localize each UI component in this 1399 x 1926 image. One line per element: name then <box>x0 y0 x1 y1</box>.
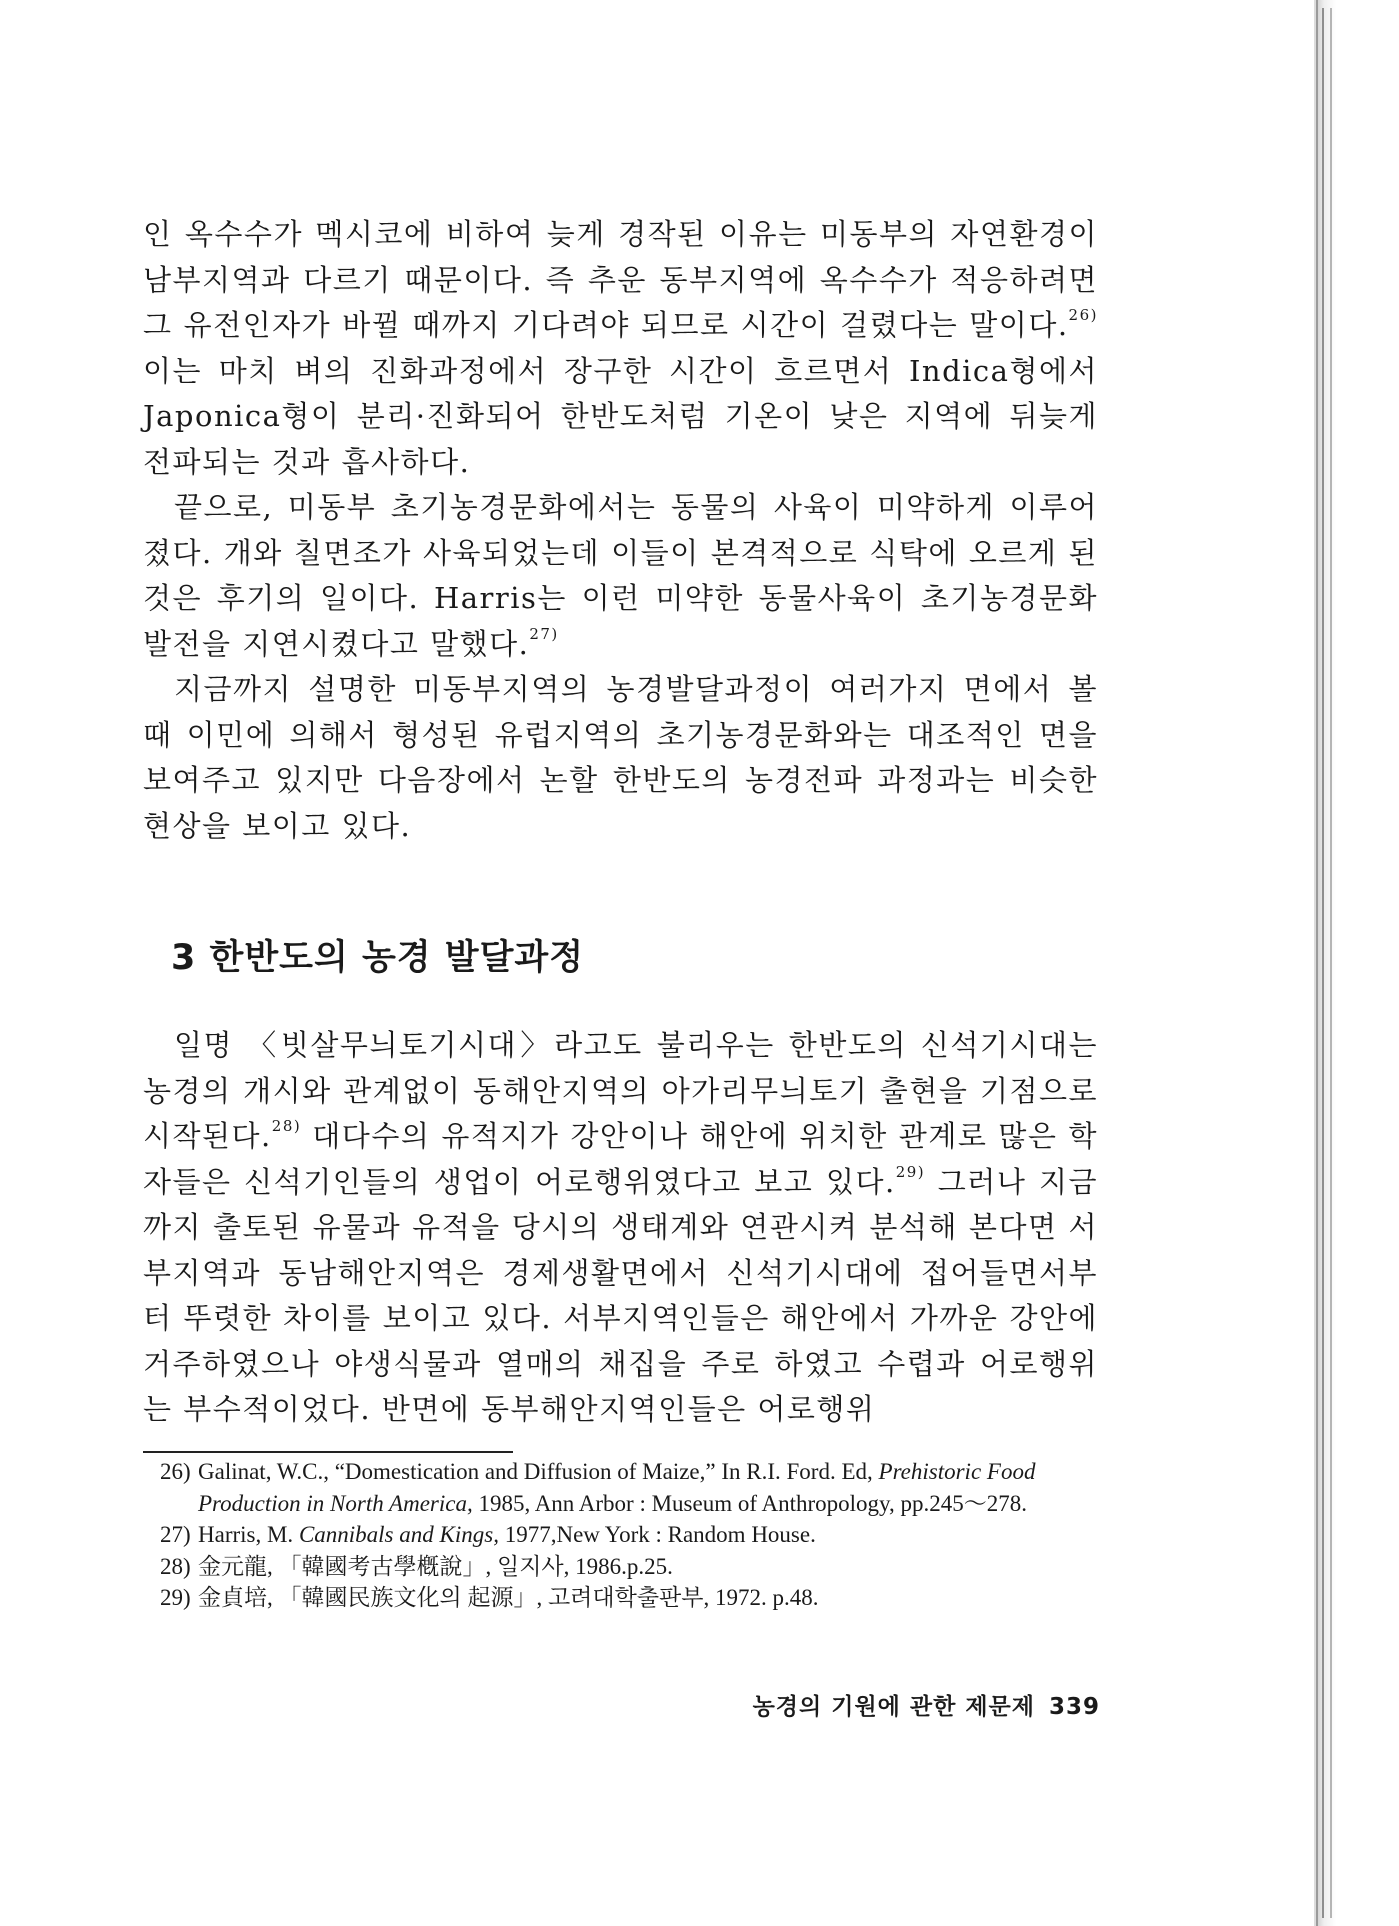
text-run: 1977,New York : Random House. <box>498 1522 816 1547</box>
body-text-top <box>143 212 1098 849</box>
footnotes <box>160 1456 1105 1614</box>
text-run: 金元龍, 「韓國考古學槪說」, 일지사, 1986.p.25. <box>198 1553 673 1579</box>
running-footer <box>695 1688 1100 1721</box>
text-run: 인 옥수수가 멕시코에 비하여 늦게 경작된 이유는 미동부의 자연환경이 남부지역과 다르기 때문이다. 즉 추운 동부지역에 옥수수가 적응하려면 그 유전인자가 바뀔 때까지 기다려야 되므로 시간이 걸렸다는 말이다. <box>143 217 1098 342</box>
footnote-ref: 28) <box>271 1117 302 1136</box>
footnote <box>160 1551 1105 1583</box>
page-number: 339 <box>1048 1694 1100 1720</box>
footnote <box>160 1519 1105 1551</box>
italic-title: Cannibals and Kings, <box>298 1522 499 1547</box>
footnote-number: 27) <box>160 1522 191 1547</box>
paragraph <box>143 212 1098 485</box>
paragraph <box>143 667 1098 849</box>
footnote <box>160 1582 1105 1614</box>
footnote-text <box>198 1456 1105 1519</box>
section-heading: 3 한반도의 농경 발달과정 <box>171 938 585 978</box>
page-edge-line <box>1322 8 1324 1918</box>
italic-title: Prehistoric Food Production in North America, <box>198 1459 1036 1516</box>
page-edge <box>1318 0 1399 1926</box>
text-run: 대다수의 유적지가 강안이나 해안에 위치한 관계로 많은 학자들은 신석기인들의 생업이 어로행위였다고 보고 있다. <box>143 1119 1098 1199</box>
footnote <box>160 1456 1105 1519</box>
footnote-ref: 29) <box>895 1162 926 1181</box>
footnote-ref: 26) <box>1068 306 1098 325</box>
footnote-divider <box>143 1451 513 1453</box>
footnote-text <box>198 1519 1105 1551</box>
text-run: 金貞培, 「韓國民族文化의 起源」, 고려대학출판부, 1972. p.48. <box>198 1585 819 1610</box>
text-run: 지금까지 설명한 미동부지역의 농경발달과정이 여러가지 면에서 볼 때 이민에 의해서 형성된 유럽지역의 초기농경문화와는 대조적인 면을 보여주고 있지만 다음장에서 논할 한반도의 농경전파 과정과는 비슷한 현상을 보이고 있다. <box>143 672 1098 843</box>
footnote-number: 26) <box>160 1459 191 1484</box>
text-run: 끝으로, 미동부 초기농경문화에서는 동물의 사육이 미약하게 이루어졌다. 개와 칠면조가 사육되었는데 이들이 본격적으로 식탁에 오르게 된 것은 후기의 일이다. Harris는 이런 미약한 동물사육이 초기농경문화 발전을 지연시켰다고 말했다. <box>143 490 1098 661</box>
footnote-ref: 27) <box>529 624 559 643</box>
footnote-number: 28) <box>160 1553 191 1579</box>
running-footer-title: 농경의 기원에 관한 제문제 <box>752 1694 1035 1720</box>
paragraph <box>143 1023 1098 1433</box>
text-run: 이는 마치 벼의 진화과정에서 장구한 시간이 흐르면서 Indica형에서 Japonica형이 분리·진화되어 한반도처럼 기온이 낮은 지역에 뒤늦게 전파되는 것과 흡사하다. <box>143 353 1098 479</box>
text-run: 일명 〈빗살무늬토기시대〉라고도 불리우는 한반도의 신석기시대는 농경의 개시와 관계없이 동해안지역의 아가리무늬토기 출현을 기점으로 시작된다. <box>143 1028 1098 1153</box>
footnote-text <box>198 1582 1105 1614</box>
paragraph <box>143 485 1098 667</box>
footnote-text <box>198 1551 1105 1583</box>
footnote-number: 29) <box>160 1585 191 1610</box>
page-edge-line <box>1330 8 1332 1918</box>
text-run: Harris, M. <box>198 1522 299 1547</box>
text-run: 그러나 지금까지 출토된 유물과 유적을 당시의 생태계와 연관시켜 분석해 본다면 서부지역과 동남해안지역은 경제생활면에서 신석기시대에 접어들면서부터 뚜렷한 차이를 보이고 있다. 서부지역인들은 해안에서 가까운 강안에 거주하였으나 야생식물과 열매의 채집을 주로 하였고 수렵과 어로행위는 부수적이었다. 반면에 동부해안지역인들은 어로행위 <box>143 1164 1098 1426</box>
body-text-bottom <box>143 1023 1098 1433</box>
text-run: Galinat, W.C., “Domestication and Diffusion of Maize,” In R.I. Ford. Ed, <box>198 1459 879 1484</box>
text-run: 1985, Ann Arbor : Museum of Anthropology, pp.245～278. <box>472 1490 1028 1516</box>
